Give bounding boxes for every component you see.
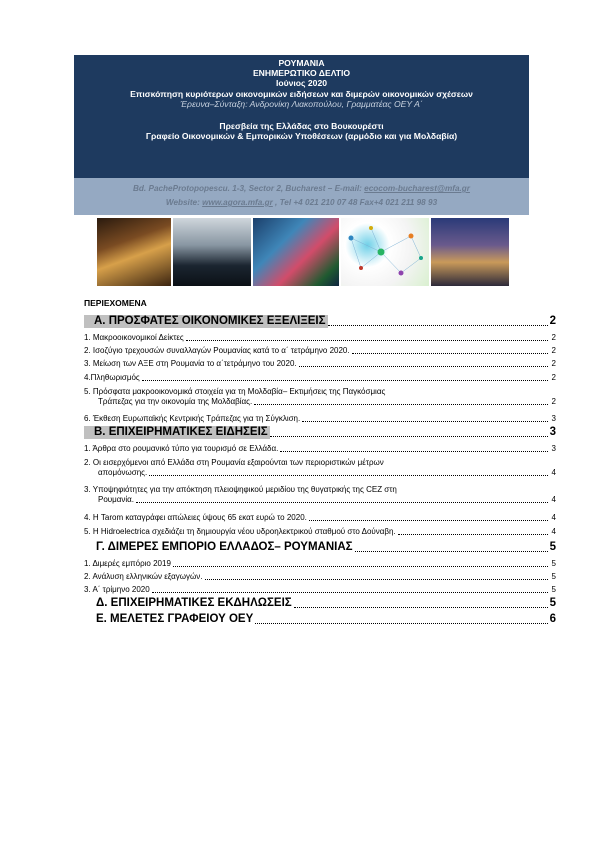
toc-page-number: 3: [549, 426, 556, 438]
dot-leader: [280, 451, 547, 452]
toc-page-number: 4: [551, 468, 556, 477]
toc-item-continuation: [84, 468, 556, 478]
toc-item-text: 4.Πληθωρισμός: [84, 373, 140, 382]
dot-leader: [355, 551, 548, 552]
toc-section-title: Β. ΕΠΙΧΕΙΡΗΜΑΤΙΚΕΣ ΕΙΔΗΣΕΙΣ: [84, 426, 270, 439]
toc-item[interactable]: [84, 458, 556, 478]
toc-page-number: 5: [551, 572, 556, 581]
toc-section-a[interactable]: [84, 315, 556, 328]
toc-item-text: 1. Άρθρα στο ρουμανικό τύπο για τουρισμό σε Ελλάδα.: [84, 444, 279, 453]
toc-item-continuation: [84, 397, 556, 407]
toc-page-number: 2: [551, 359, 556, 368]
toc-page-number: 2: [551, 346, 556, 355]
website-line: [74, 196, 529, 210]
toc-item-text: 3. Μείωση των ΑΞΕ στη Ρουμανία το α΄τετράμηνο του 2020.: [84, 359, 297, 368]
address-line: [74, 182, 529, 196]
toc-item-text: 2. Οι εισερχόμενοι από Ελλάδα στη Ρουμανία εξαιρούνται των περιοριστικών μέτρων: [84, 458, 384, 467]
toc-page-number: 5: [549, 597, 556, 609]
toc-page-number: 5: [551, 585, 556, 594]
toc-page-number: 4: [551, 495, 556, 504]
toc-item[interactable]: [84, 585, 556, 595]
toc-item[interactable]: [84, 333, 556, 343]
toc-page-number: 2: [551, 397, 556, 406]
dot-leader: [398, 534, 548, 535]
contact-block: [74, 178, 529, 215]
toc-item[interactable]: [84, 513, 556, 523]
website-link[interactable]: www.agora.mfa.gr: [202, 198, 273, 207]
toc-item-text: 3. Α΄ τρίμηνο 2020: [84, 585, 150, 594]
toc-item[interactable]: [84, 387, 556, 407]
toc-section-title: Α. ΠΡΟΣΦΑΤΕΣ ΟΙΚΟΝΟΜΙΚΕΣ ΕΞΕΛΙΞΕΙΣ: [84, 315, 328, 328]
dot-leader: [186, 340, 548, 341]
toc-page-number: 5: [549, 541, 556, 553]
document-type: ΕΝΗΜΕΡΩΤΙΚΟ ΔΕΛΤΙΟ: [252, 68, 351, 79]
toc-item[interactable]: [84, 359, 556, 369]
dot-leader: [142, 380, 548, 381]
toc-section-e[interactable]: [84, 613, 556, 626]
dot-leader: [270, 436, 548, 437]
dot-leader: [152, 592, 548, 593]
office-name: Γραφείο Οικονομικών & Εμπορικών Υποθέσεων (αρμόδιο και για Μολδαβία): [145, 131, 458, 142]
toc-page-number: 2: [551, 373, 556, 382]
website-label: Website:: [165, 198, 203, 207]
toc-item-text: 2. Ισοζύγιο τρεχουσών συναλλαγών Ρουμανίας κατά το α΄ τετράμηνο 2020.: [84, 346, 350, 355]
toc-page-number: 3: [551, 444, 556, 453]
address-text: Bd. PacheProtopopescu. 1-3, Sector 2, Bucharest – E-mail:: [133, 184, 365, 193]
email-link[interactable]: ecocom-bucharest@mfa.gr: [364, 184, 470, 193]
network-graph-icon: [341, 218, 429, 286]
country-title: ΡΟΥΜΑΝΙΑ: [278, 58, 325, 68]
spacer: [74, 109, 529, 119]
dot-leader: [255, 623, 547, 624]
embassy-name: Πρεσβεία της Ελλάδας στο Βουκουρέστι: [219, 121, 384, 132]
toc-item-text: Ρουμανία.: [98, 495, 135, 504]
toc-page-number: 4: [551, 527, 556, 536]
toc-item[interactable]: [84, 444, 556, 454]
toc-section-d[interactable]: [84, 597, 556, 610]
photo-strip: [97, 218, 505, 286]
toc-item-text: απομόνωσης.: [98, 468, 148, 477]
toc-item-text: 5. Η Hidroelectrica σχεδιάζει τη δημιουργία νέου υδροηλεκτρικού σταθμού στο Δούναβη.: [84, 527, 396, 536]
toc-item[interactable]: [84, 346, 556, 356]
toc-item-text: 1. Μακροοικονομικοί Δείκτες: [84, 333, 184, 342]
business-people-photo: [173, 218, 251, 286]
author-line: Έρευνα–Σύνταξη: Ανδρονίκη Λιακοπούλου, Γραμματέας ΟΕΥ Α΄: [180, 98, 423, 109]
toc-item[interactable]: [84, 373, 556, 383]
toc-item-text: 3. Υποψηφιότητες για την απόκτηση πλειοψηφικού μεριδίου της θυγατρικής της CEZ στη: [84, 485, 397, 494]
dot-leader: [149, 475, 547, 476]
bucharest-street-photo: [431, 218, 509, 286]
dot-leader: [136, 502, 548, 503]
dot-leader: [173, 566, 548, 567]
toc-item[interactable]: [84, 414, 556, 424]
toc-page-number: 6: [549, 613, 556, 625]
toc-section-title: Γ. ΔΙΜΕΡΕΣ ΕΜΠΟΡΙΟ ΕΛΛΑΔΟΣ– ΡΟΥΜΑΝΙΑΣ: [96, 541, 353, 553]
toc-item-text: 2. Ανάλυση ελληνικών εξαγωγών.: [84, 572, 203, 581]
toc-page-number: 2: [549, 315, 556, 327]
toc-item-text: 4. Η Tarom καταγράφει απώλειες ύψους 65 εκατ ευρώ το 2020.: [84, 513, 307, 522]
magazines-photo: [253, 218, 339, 286]
toc-item[interactable]: [84, 485, 556, 505]
toc-item-text: Τράπεζας για την οικονομία της Μολδαβίας.: [98, 397, 253, 406]
document-subtitle: Επισκόπηση κυριότερων οικονομικών ειδήσεων και διμερών οικονομικών σχέσεων: [130, 88, 473, 99]
dot-leader: [254, 404, 547, 405]
toc-item[interactable]: [84, 527, 556, 537]
toc-heading: ΠΕΡΙΕΧΟΜΕΝΑ: [84, 298, 147, 308]
toc-item[interactable]: [84, 559, 556, 569]
network-graph-image: [341, 218, 429, 286]
toc-item-text: 5. Πρόσφατα μακροοικονομικά στοιχεία για τη Μολδαβία– Εκτιμήσεις της Παγκόσμιας: [84, 387, 386, 396]
conference-photo: [97, 218, 171, 286]
dot-leader: [309, 520, 548, 521]
header-banner: [74, 55, 529, 215]
dot-leader: [205, 579, 548, 580]
toc-page-number: 5: [551, 559, 556, 568]
toc-section-c[interactable]: [84, 541, 556, 554]
toc-item-text: 6. Έκθεση Ευρωπαϊκής Κεντρικής Τράπεζας για τη Σύγκλιση.: [84, 414, 301, 423]
dot-leader: [328, 325, 548, 326]
phone-fax-text: , Tel +4 021 210 07 48 Fax+4 021 211 98 93: [272, 198, 438, 207]
issue-date: Ιούνιος 2020: [275, 78, 328, 89]
toc-item-continuation: [84, 495, 556, 505]
toc-page-number: 3: [551, 414, 556, 423]
toc-section-b[interactable]: [84, 426, 556, 439]
dot-leader: [352, 353, 548, 354]
toc-item[interactable]: [84, 572, 556, 582]
toc-item-text: 1. Διμερές εμπόριο 2019: [84, 559, 171, 568]
toc-page-number: 4: [551, 513, 556, 522]
dot-leader: [294, 607, 548, 608]
dot-leader: [302, 421, 547, 422]
toc-section-title: Δ. ΕΠΙΧΕΙΡΗΜΑΤΙΚΕΣ ΕΚΔΗΛΩΣΕΙΣ: [96, 597, 292, 609]
dot-leader: [299, 366, 548, 367]
toc-page-number: 2: [551, 333, 556, 342]
toc-section-title: Ε. ΜΕΛΕΤΕΣ ΓΡΑΦΕΙΟΥ ΟΕΥ: [96, 613, 254, 625]
